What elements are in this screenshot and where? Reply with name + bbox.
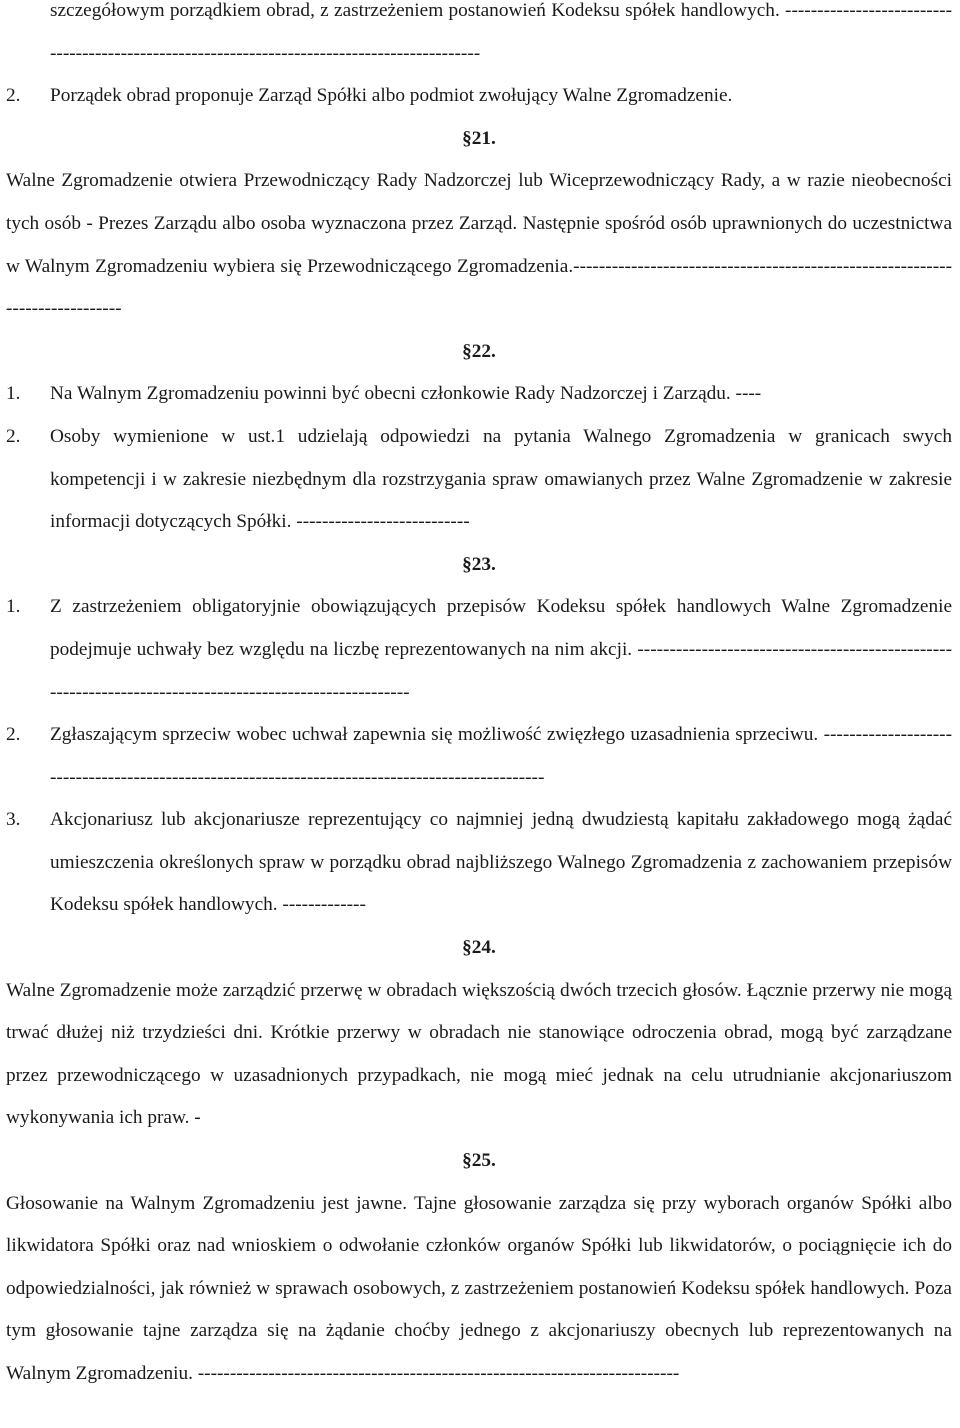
item-number: 1. bbox=[6, 383, 21, 405]
section-heading: §22. bbox=[462, 340, 496, 362]
list-item bbox=[6, 586, 952, 714]
section-paragraph: Walne Zgromadzenie może zarządzić przerwę w obradach większością dwóch trzecich głosów. Łącznie przerwy nie mogą trwać dłużej niż trzydzieści dni. Krótkie przerwy w obradach nie stanowiące odroczenia obrad, mogą być zarządzane przez przewodniczącego w uzasadnionych przypadkach, nie mogą mieć jednak na celu utrudnianie akcjonariuszom wykonywania ich praw. - bbox=[6, 979, 952, 1129]
section-heading: §23. bbox=[462, 553, 496, 575]
section-heading: §25. bbox=[462, 1150, 496, 1172]
item-number: 3. bbox=[6, 809, 21, 831]
section-25 bbox=[6, 1140, 952, 1396]
item-number: 1. bbox=[6, 596, 21, 618]
list-item bbox=[6, 373, 952, 416]
section-paragraph: Głosowanie na Walnym Zgromadzeniu jest jawne. Tajne głosowanie zarządza się przy wyborach organów Spółki albo likwidatora Spółki oraz nad wnioskiem o odwołanie członków organów Spółki lub likwidatorów, o pociągnięcie ich do odpowiedzialności, jak również w sprawach osobowych, z zastrzeżeniem postanowień Kodeksu spółek handlowych. Poza tym głosowanie tajne zarządza się na żądanie choćby jednego z akcjonariuszy obecnych lub reprezentowanych na Walnym Zgromadzeniu. --------------------------------------------------------------------------- bbox=[6, 1192, 952, 1384]
list-item bbox=[6, 799, 952, 927]
item-text: Akcjonariusz lub akcjonariusze reprezentujący co najmniej jedną dwudziestą kapitału zakładowego mogą żądać umieszczenia określonych spraw w porządku obrad najbliższego Walnego Zgromadzenia z zachowaniem przepisów Kodeksu spółek handlowych. ------------- bbox=[50, 809, 952, 916]
list-item bbox=[6, 75, 952, 118]
item-number: 2. bbox=[6, 724, 21, 746]
section-21 bbox=[6, 118, 952, 331]
section-paragraph: Walne Zgromadzenie otwiera Przewodniczący Rady Nadzorczej lub Wiceprzewodniczący Rady, a w razie nieobecności tych osób - Prezes Zarządu albo osoba wyznaczona przez Zarząd. Następnie spośród osób uprawnionych do uczestnictwa w Walnym Zgromadzeniu wybiera się Przewodniczącego Zgromadzenia.----------------------------------------------------------------------------- bbox=[6, 170, 952, 320]
section-23 bbox=[6, 544, 952, 927]
item-text: Z zastrzeżeniem obligatoryjnie obowiązujących przepisów Kodeksu spółek handlowych Walne Zgromadzenie podejmuje uchwały bez względu na liczbę reprezentowanych na nim akcji. --------------------------------------------------------------------------------------------------------- bbox=[50, 596, 952, 703]
item-text: Na Walnym Zgromadzeniu powinni być obecni członkowie Rady Nadzorczej i Zarządu. ---- bbox=[50, 383, 762, 405]
item-text: Zgłaszającym sprzeciw wobec uchwał zapewnia się możliwość zwięzłego uzasadnienia sprzeciwu. ------------------------------------------------------------------------------------------------- bbox=[50, 724, 952, 788]
continued-item bbox=[6, 0, 952, 75]
item-text: Osoby wymienione w ust.1 udzielają odpowiedzi na pytania Walnego Zgromadzenia w granicach swych kompetencji i w zakresie niezbędnym dla rozstrzygania spraw omawianych przez Walne Zgromadzenie w zakresie informacji dotyczących Spółki. --------------------------- bbox=[50, 425, 952, 533]
list-item bbox=[6, 416, 952, 544]
item-number: 2. bbox=[6, 425, 21, 447]
section-heading: §21. bbox=[462, 127, 496, 149]
item-text: Porządek obrad proponuje Zarząd Spółki albo podmiot zwołujący Walne Zgromadzenie. bbox=[50, 85, 733, 107]
section-heading: §24. bbox=[462, 937, 496, 959]
continued-paragraph: szczegółowym porządkiem obrad, z zastrzeżeniem postanowień Kodeksu spółek handlowych. --------------------------------------------------------------------------------------------- bbox=[50, 0, 952, 64]
section-22 bbox=[6, 331, 952, 544]
item-number: 2. bbox=[6, 85, 21, 107]
list-item bbox=[6, 714, 952, 799]
section-24 bbox=[6, 927, 952, 1140]
